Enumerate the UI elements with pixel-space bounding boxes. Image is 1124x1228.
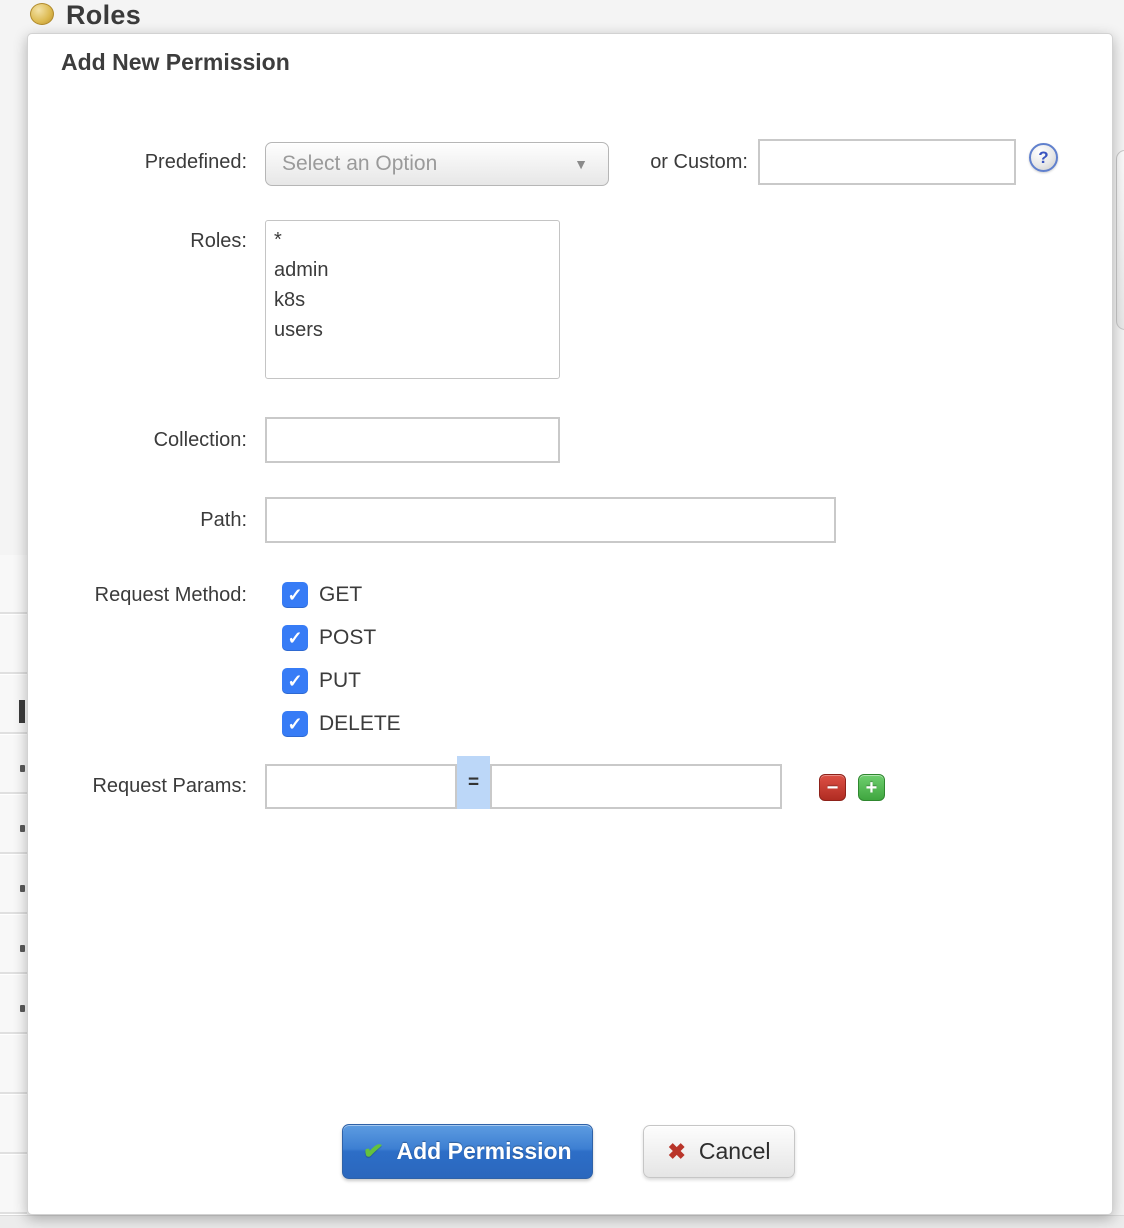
cancel-button-label: Cancel bbox=[698, 1138, 771, 1164]
delete-checkbox-label[interactable]: DELETE bbox=[319, 712, 401, 735]
checkbox-check-icon: ✓ bbox=[287, 670, 303, 691]
background-text-fragment bbox=[20, 945, 25, 952]
background-text-fragment bbox=[20, 885, 25, 892]
put-checkbox[interactable] bbox=[282, 668, 308, 694]
predefined-select-value: Select an Option bbox=[282, 152, 438, 175]
background-page-header bbox=[30, 0, 141, 31]
path-input[interactable] bbox=[265, 497, 836, 543]
get-checkbox-label[interactable]: GET bbox=[319, 583, 363, 606]
help-icon[interactable] bbox=[1029, 143, 1058, 172]
put-checkbox-label[interactable]: PUT bbox=[319, 669, 361, 692]
plus-icon: + bbox=[865, 776, 878, 799]
roles-option-admin[interactable]: admin bbox=[274, 259, 329, 281]
checkbox-check-icon: ✓ bbox=[287, 584, 303, 605]
param-equals-separator: = bbox=[457, 756, 490, 809]
predefined-label: Predefined: bbox=[144, 151, 247, 173]
background-text-fragment bbox=[20, 765, 25, 772]
checkbox-check-icon: ✓ bbox=[287, 713, 303, 734]
background-text-fragment bbox=[20, 825, 25, 832]
delete-checkbox[interactable] bbox=[282, 711, 308, 737]
custom-permission-input[interactable] bbox=[758, 139, 1016, 185]
roles-listbox[interactable] bbox=[265, 220, 560, 379]
background-text-fragment bbox=[19, 700, 25, 723]
chevron-down-icon: ▼ bbox=[574, 156, 588, 172]
collection-label: Collection: bbox=[153, 428, 247, 451]
background-heading: Roles bbox=[66, 0, 142, 30]
background-bottom-strip bbox=[0, 1215, 1124, 1228]
add-param-button[interactable] bbox=[858, 774, 885, 801]
add-permission-button[interactable] bbox=[342, 1124, 593, 1179]
method-row-post bbox=[282, 625, 376, 651]
minus-icon: − bbox=[826, 776, 839, 799]
cancel-button[interactable] bbox=[643, 1125, 795, 1178]
roles-label: Roles: bbox=[190, 229, 247, 252]
add-permission-button-label: Add Permission bbox=[396, 1138, 572, 1164]
method-row-get bbox=[282, 582, 362, 608]
collection-input[interactable] bbox=[265, 417, 560, 463]
path-label: Path: bbox=[200, 508, 247, 531]
roles-option-any[interactable]: * bbox=[274, 229, 282, 251]
dialog-title: Add New Permission bbox=[61, 49, 290, 75]
roles-icon bbox=[30, 3, 54, 25]
remove-param-button[interactable] bbox=[819, 774, 846, 801]
predefined-select[interactable] bbox=[265, 142, 609, 186]
method-row-delete bbox=[282, 711, 401, 737]
get-checkbox[interactable] bbox=[282, 582, 308, 608]
background-text-fragment bbox=[20, 1005, 25, 1012]
method-row-put bbox=[282, 668, 361, 694]
checkbox-check-icon: ✓ bbox=[287, 627, 303, 648]
roles-option-k8s[interactable]: k8s bbox=[274, 289, 306, 311]
or-custom-label: or Custom: bbox=[650, 151, 748, 173]
request-method-label: Request Method: bbox=[94, 583, 247, 606]
help-icon-glyph: ? bbox=[1038, 147, 1049, 167]
request-params-label: Request Params: bbox=[92, 775, 247, 797]
check-icon: ✔ bbox=[361, 1136, 386, 1167]
background-partial-button bbox=[1116, 150, 1124, 330]
add-permission-dialog bbox=[27, 33, 1113, 1215]
x-icon: ✖ bbox=[667, 1138, 686, 1164]
post-checkbox[interactable] bbox=[282, 625, 308, 651]
background-table-rows bbox=[0, 555, 27, 1217]
param-value-input[interactable] bbox=[490, 764, 782, 809]
post-checkbox-label[interactable]: POST bbox=[319, 626, 377, 649]
param-name-input[interactable] bbox=[265, 764, 457, 809]
roles-option-users[interactable]: users bbox=[274, 319, 323, 341]
